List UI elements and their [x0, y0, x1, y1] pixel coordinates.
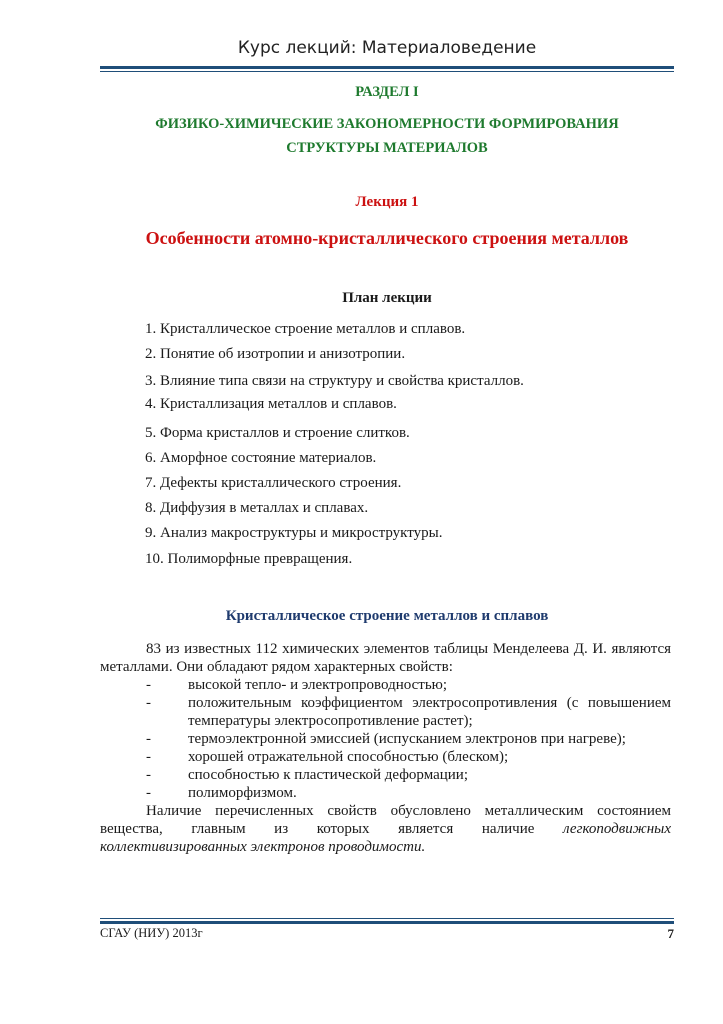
running-header: Курс лекций: Материаловедение — [237, 38, 537, 58]
plan-item-1: 1. Кристаллическое строение металлов и сплавов. — [145, 321, 466, 337]
body-text — [100, 640, 671, 856]
section-title-line-1: ФИЗИКО-ХИМИЧЕСКИЕ ЗАКОНОМЕРНОСТИ ФОРМИРОВАНИЯ — [155, 116, 619, 132]
lecture-number: Лекция 1 — [355, 194, 419, 210]
plan-item-7: 7. Дефекты кристаллического строения. — [145, 475, 402, 491]
intro-paragraph: 83 из известных 112 химических элементов таблицы Менделеева Д. И. являются металлами. Они обладают рядом характерных свойств: — [100, 641, 671, 675]
plan-item-9: 9. Анализ макроструктуры и микроструктуры. — [145, 525, 443, 541]
property-item-4: - хорошей отражательной способностью (блеском); — [146, 749, 509, 765]
plan-item-8: 8. Диффузия в металлах и сплавах. — [145, 500, 369, 516]
plan-item-5: 5. Форма кристаллов и строение слитков. — [145, 425, 410, 441]
page-number: 7 — [667, 926, 674, 941]
conclusion-paragraph — [100, 802, 671, 856]
conclusion-text: Наличие перечисленных свойств обусловлено металлическим состоянием вещества, главным из которых является наличие — [100, 803, 671, 837]
lecture-title: Особенности атомно-кристаллического строения металлов — [145, 228, 629, 248]
property-item-6: - полиморфизмом. — [146, 785, 297, 801]
property-item-5: - способностью к пластической деформации; — [146, 767, 469, 783]
plan-heading: План лекции — [342, 290, 432, 306]
subsection-title: Кристаллическое строение металлов и сплавов — [225, 608, 549, 624]
footer-org-year: СГАУ (НИУ) 2013г — [100, 926, 203, 940]
plan-item-3: 3. Влияние типа связи на структуру и свойства кристаллов. — [145, 373, 524, 389]
property-item-2: - положительным коэффициентом электросопротивления (с повышением температуры электросопротивление растет); — [146, 695, 671, 729]
property-item-3: - термоэлектронной эмиссией (испусканием электронов при нагреве); — [146, 731, 626, 747]
section-label: РАЗДЕЛ I — [355, 84, 419, 100]
conclusion-italic: легкоподвижных коллективизированных электронов проводимости. — [100, 821, 671, 855]
header-rule — [100, 66, 674, 72]
plan-item-4: 4. Кристаллизация металлов и сплавов. — [145, 396, 397, 412]
plan-item-6: 6. Аморфное состояние материалов. — [145, 450, 377, 466]
section-title-line-2: СТРУКТУРЫ МАТЕРИАЛОВ — [286, 140, 488, 156]
footer-rule — [100, 918, 674, 924]
property-item-1: - высокой тепло- и электропроводностью; — [146, 677, 448, 693]
section-title — [100, 112, 674, 160]
plan-item-10: 10. Полиморфные превращения. — [145, 551, 353, 567]
plan-item-2: 2. Понятие об изотропии и анизотропии. — [145, 346, 406, 362]
